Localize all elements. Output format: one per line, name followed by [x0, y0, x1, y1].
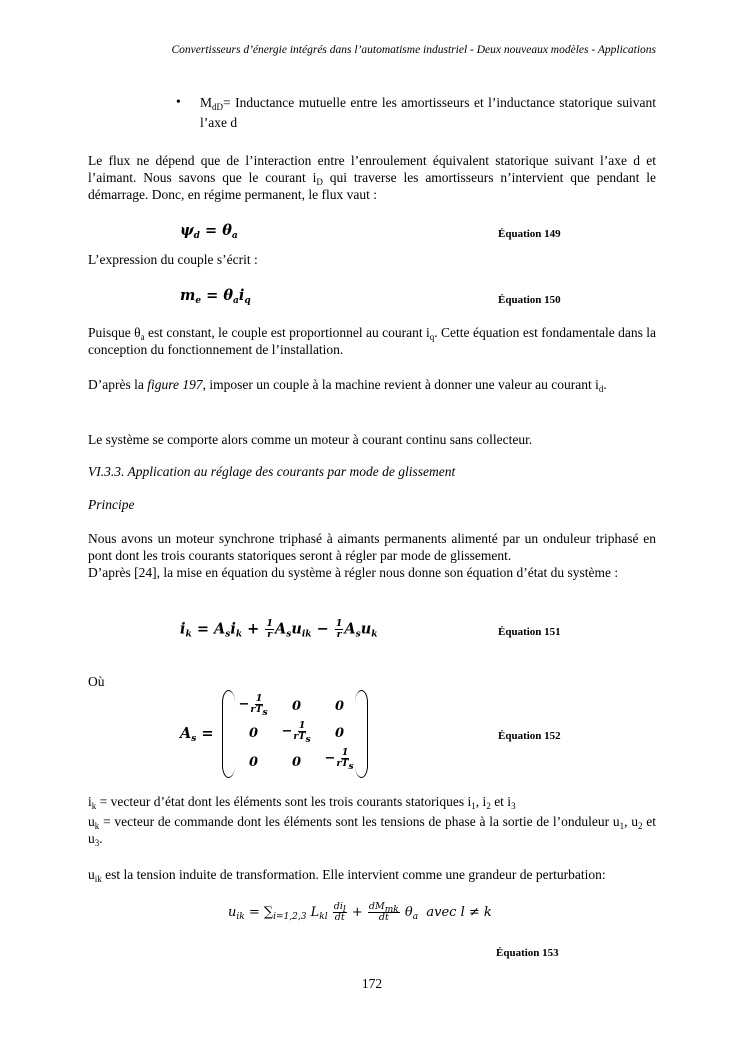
eq153-condition: l ≠ k	[460, 905, 492, 920]
eq149-lhs: ψ	[180, 222, 194, 239]
p4-text-b: , imposer un couple à la machine revient à donner une valeur au courant i	[202, 377, 599, 392]
p3-text-b: est constant, le couple est proportionnel au courant i	[144, 325, 430, 340]
eq150-rhs2-sub: q	[244, 296, 251, 306]
matrix-cell-31: 0	[249, 755, 259, 770]
p1-text-b: qui traverse les amortisseurs n’intervient que pendant le démarrage. Donc, en régime permanent, le flux vaut :	[88, 170, 657, 202]
eq149-lhs-sub: d	[193, 231, 200, 241]
matrix-cell-11: − $\frac{1}{rT_s}$	[238, 693, 268, 718]
equation-151-label: Équation 151	[498, 626, 561, 638]
equation-153-label: Équation 153	[496, 947, 559, 959]
definition-uk: $u_k$ = vecteur de commande dont les éléments sont les tensions de phase à la sortie de l’onduleur $u_1$, $u_2$ et $u_3$.	[88, 814, 657, 848]
paragraph-couple-intro: L’expression du couple s’écrit :	[88, 252, 258, 267]
matrix-as	[222, 690, 368, 776]
p4-text-a: D’après la	[88, 377, 148, 392]
p1-text-a: Le flux ne dépend que de l’interaction entre l’enroulement équivalent statorique suivant l’axe d et l’aimant. Nous savons que le courant i	[88, 153, 656, 185]
p3-text-a: Puisque θ	[88, 325, 141, 340]
matrix-cell-21: 0	[249, 726, 259, 741]
eq153-avec: avec	[426, 905, 457, 920]
equation-149: $\psi_d = \theta_a$	[180, 222, 238, 241]
eq149-rhs: θ	[222, 222, 232, 239]
equation-149-label: Équation 149	[498, 228, 561, 240]
bullet-marker: •	[176, 94, 181, 109]
paragraph-uik: $u_{ik}$ est la tension induite de transformation. Elle intervient comme une grandeur de perturbation:	[88, 867, 606, 884]
paragraph-moteur-cc: Le système se comporte alors comme un moteur à courant continu sans collecteur.	[88, 432, 533, 447]
eq150-lhs: m	[180, 287, 196, 304]
matrix-cell-33: − $\frac{1}{rT_s}$	[324, 747, 354, 772]
p3-sub2: q	[429, 332, 435, 342]
equation-150-label: Équation 150	[498, 294, 561, 306]
equation-152-label: Équation 152	[498, 730, 561, 742]
page-number: 172	[361, 976, 383, 991]
eq149-rhs-sub: a	[231, 231, 238, 241]
eq150-rhs2: i	[238, 287, 245, 304]
matrix-cell-13: 0	[335, 699, 345, 714]
matrix-cell-12: 0	[292, 699, 302, 714]
bullet-text: = Inductance mutuelle entre les amortisseurs et l’inductance statorique suivant l’axe d	[200, 95, 656, 130]
p3-sub1: a	[140, 332, 145, 342]
paragraph-couple-proportionnel	[88, 324, 656, 358]
matrix-cell-23: 0	[335, 726, 345, 741]
paragraph-figure-ref	[88, 376, 656, 393]
equation-150: $m_e = \theta_ai_q$	[180, 287, 251, 306]
section-title: VI.3.3. Application au réglage des courants par mode de glissement	[88, 464, 456, 479]
matrix-cell-32: 0	[292, 755, 302, 770]
p3-text-c: . Cette équation est fondamentale dans la conception du fonctionnement de l’installation.	[88, 325, 656, 357]
definition-ik: $i_k$ = vecteur d’état dont les éléments sont les trois courants statoriques $i_1$, $i_2$ et $i_3$	[88, 794, 516, 811]
paragraph-equation-etat: D’après [24], la mise en équation du système à régler nous donne son équation d’état du système :	[88, 565, 619, 580]
label-ou: Où	[88, 674, 105, 689]
bullet-var-sub: dD	[212, 102, 224, 112]
eq150-rhs1-sub: a	[233, 296, 239, 306]
matrix-cell-22: − $\frac{1}{rT_s}$	[281, 720, 311, 745]
bullet-item-mdd	[200, 93, 656, 133]
p1-sub: D	[316, 177, 323, 187]
subsection-title: Principe	[88, 497, 135, 512]
paragraph-flux	[88, 152, 656, 203]
eq150-rhs1: θ	[223, 287, 233, 304]
equation-153: $u_{ik} = \sum_{i=1,2,3}$ $L_{kl}$ $\frac{di_l}{dt}$ + $\frac{dM_{mk}}{dt}$ $\theta_a$ avec l ≠ k	[228, 901, 492, 923]
paragraph-moteur-synchrone: Nous avons un moteur synchrone triphasé à aimants permanents alimenté par un onduleur triphasé en pont dont les trois courants statoriques seront à régler par mode de glissement.	[88, 531, 656, 563]
p4-text-c: .	[603, 377, 607, 392]
eq152-lhs: $A_s$ =	[180, 724, 214, 744]
bullet-var: M	[200, 95, 213, 110]
p4-sub: d	[598, 384, 604, 394]
figure-reference: figure 197	[147, 377, 203, 392]
running-header: Convertisseurs d’énergie intégrés dans l’automatisme industriel - Deux nouveaux modèles - Applications	[171, 44, 656, 56]
eq150-lhs-sub: e	[195, 296, 202, 306]
equation-152	[180, 690, 368, 776]
equation-151: $i_k = A_si_k$ + $\frac{1}{r}$ $A_su_{ik}$ − $\frac{1}{r}$ $A_su_k$	[180, 618, 378, 640]
